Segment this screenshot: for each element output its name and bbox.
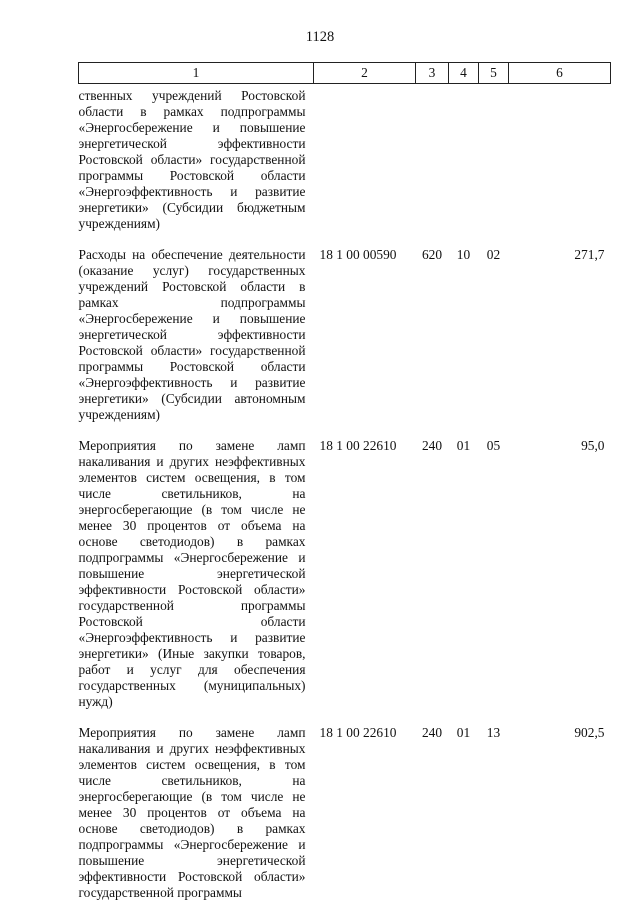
column-header-5: 5 [479,63,509,84]
row-col4: 01 [449,438,479,725]
table-body [79,84,611,916]
column-header-3: 3 [416,63,449,84]
row-col5: 13 [479,725,509,916]
row-code: 18 1 00 22610 [314,725,416,916]
table-row [79,725,611,916]
row-amount: 902,5 [509,725,611,916]
row-amount [509,84,611,248]
row-description: Мероприятия по замене ламп накаливания и других неэффективных элементов систем освещения, в том числе светильников, на энергосберегающие (в том числе не менее 30 процентов от объема на основе светодиодов) в рамках подпрограммы «Энергосбережение и повышение энергетической эффективности Ростовской области» государственной программы Ростовской области «Энергоэффективность и развитие энергетики» (Иные закупки товаров, работ и услуг для обеспечения государственных (муниципальных) нужд) [79,438,314,725]
row-col5: 02 [479,247,509,438]
row-col4 [449,84,479,248]
row-col5: 05 [479,438,509,725]
row-description: Расходы на обеспечение деятельности (оказание услуг) государственных учреждений Ростовской области в рамках подпрограммы «Энергосбережение и повышение энергетической эффективности Ростовской области» государственной программы Ростовской области «Энергоэффективность и развитие энергетики» (Субсидии автономным учреждениям) [79,247,314,438]
row-col3 [416,84,449,248]
column-header-6: 6 [509,63,611,84]
row-description: ственных учреждений Ростовской области в рамках подпрограммы «Энергосбережение и повышение энергетической эффективности Ростовской области» государственной программы Ростовской области «Энергоэффективность и развитие энергетики» (Субсидии бюджетным учреждениям) [79,84,314,248]
row-amount: 95,0 [509,438,611,725]
header-row [79,63,611,84]
row-col4: 10 [449,247,479,438]
row-code: 18 1 00 00590 [314,247,416,438]
row-code [314,84,416,248]
row-col4: 01 [449,725,479,916]
column-header-4: 4 [449,63,479,84]
table-row [79,247,611,438]
row-col3: 240 [416,725,449,916]
table-header [79,63,611,84]
row-code: 18 1 00 22610 [314,438,416,725]
row-col3: 240 [416,438,449,725]
column-header-1: 1 [79,63,314,84]
column-header-2: 2 [314,63,416,84]
table-row [79,438,611,725]
page-number: 1128 [0,29,640,46]
row-col3: 620 [416,247,449,438]
row-amount: 271,7 [509,247,611,438]
row-col5 [479,84,509,248]
table-row [79,84,611,248]
budget-table [78,62,611,916]
row-description: Мероприятия по замене ламп накаливания и других неэффективных элементов систем освещения, в том числе светильников, на энергосберегающие (в том числе не менее 30 процентов от объема на основе светодиодов) в рамках подпрограммы «Энергосбережение и повышение энергетической эффективности Ростовской области» государственной программы [79,725,314,916]
